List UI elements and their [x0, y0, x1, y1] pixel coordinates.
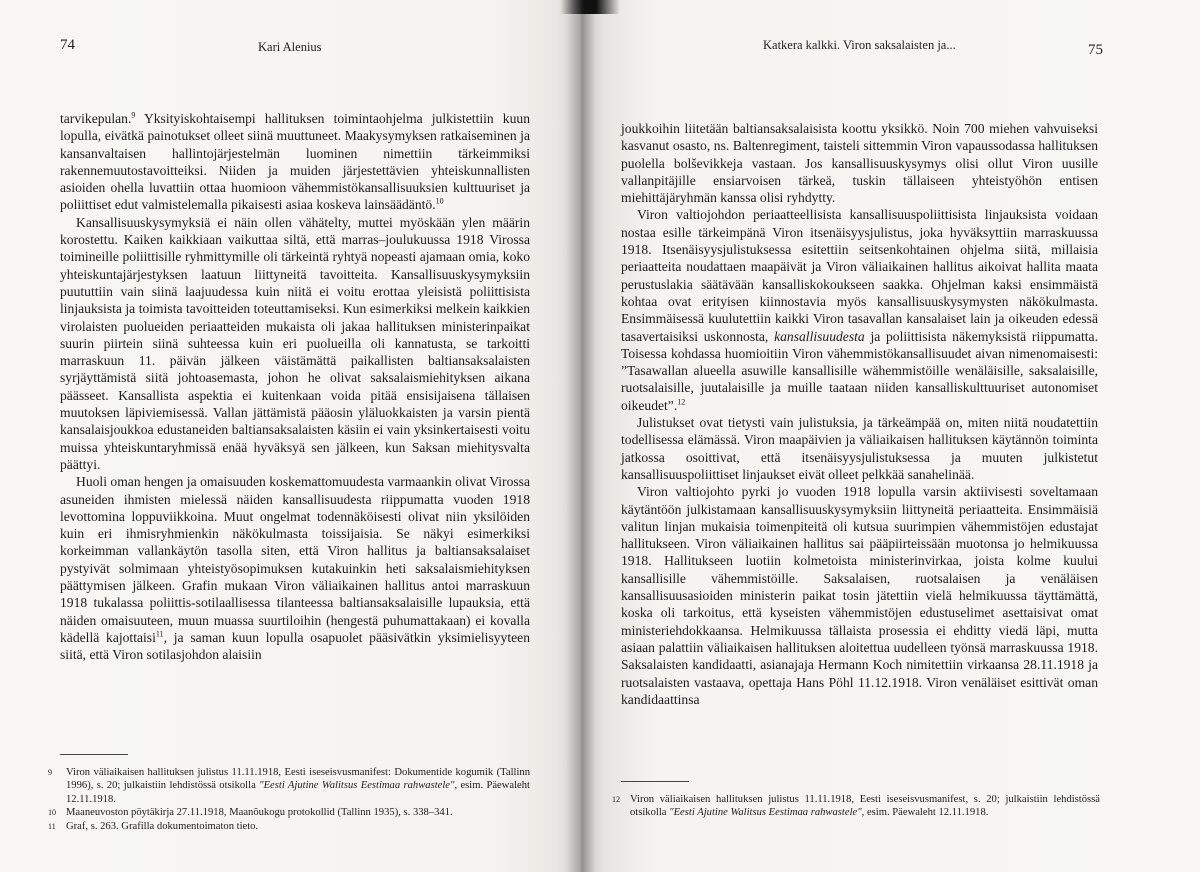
text-run: Julistukset ovat tietysti vain julistuksia, ja tärkeämpää on, miten niitä noudatettiin todellisessa elämässä. Viron maapäivien ja väliaikaisen hallituksen käytännön toiminta jatkossa osoittivat, että itsenäisyysjulistuksessa ja muuten julkistetut kansallisuuspoliittiset linjaukset eivät olleet pelkkää sanahelinää.: [621, 415, 1098, 482]
footnote-marker: 12: [677, 397, 686, 407]
gutter-shadow: [566, 0, 596, 872]
paragraph: [621, 483, 1098, 708]
text-run: Graf, s. 263. Grafilla dokumentoimaton tieto.: [66, 820, 259, 832]
left-body-text: [60, 110, 530, 664]
paragraph: [621, 120, 1098, 206]
text-run: , esim. Päewaleht 12.11.1918.: [66, 780, 530, 805]
text-run: tarvikepulan.: [60, 111, 132, 126]
gutter-top-shadow: [560, 0, 620, 14]
right-page: [580, 0, 1200, 872]
footnote-marker: 11: [155, 629, 164, 639]
italic-text: "Eesti Ajutine Walitsus Eestimaa rahwastele": [259, 780, 455, 792]
right-footnotes: [610, 793, 1100, 820]
left-page-number: 74: [60, 37, 75, 53]
right-body-text: [621, 120, 1098, 708]
footnote: [610, 793, 1100, 820]
text-run: , ja saman kuun lopulla osapuolet pääsivätkin yksimielisyyteen siitä, että Viron sotilasjohdon alaisiin: [60, 629, 530, 663]
footnote: [46, 766, 530, 806]
footnote: [46, 820, 530, 833]
text-run: Maaneuvoston pöytäkirja 27.11.1918, Maanõukogu protokollid (Tallinn 1935), s. 338–341.: [66, 807, 453, 819]
italic-text: "Eesti Ajutine Walitsus Eestimaa rahwastele": [669, 807, 862, 819]
paragraph: [621, 414, 1098, 483]
left-page: [0, 0, 580, 872]
text-run: Kansallisuuskysymyksiä ei näin ollen vähätelty, muttei myöskään ylen määrin korostettu. Kaiken kaikkiaan vaikuttaa siltä, että marras–joulukuussa 1918 Virossa toimineille poliittisille ryhmittymille oli tärkeintä ryhtyä nopeasti ajamaan omia, koko yhteiskuntajärjestyksen laatuun liittyneitä tavoitteita. Kansallisuuskysymyksiin puututtiin vain siinä laajuudessa kuin niitä ei voitu erottaa yleisistä poliittisista linjauksista ja toimista tavoitteiden toteuttamiseksi. Kun esimerkiksi melkein kaikkien virolaisten puolueiden periaatteiden mukaista oli jakaa hallituksen ministerinpaikat suurin piirtein siinä suhteessa kuin eri puolueilla oli kannatusta, se tarkoitti marraskuun 11. päivän jälkeen väistämättä paikallisten baltiansaksalaisten syrjäyttämistä siitä johtoasemasta, johon he olivat saksalaismiehityksen aikana päässeet. Kansallista aspektia ei kuitenkaan voida pitää ensisijaisena tällaisen muutoksen läpiviemisessä. Vallan jättämistä pääosin yläluokkaisten ja varsin pientä kansalaisjoukkoa edustaneiden baltiansaksalaisten käsiin ei vain yksinkertaisesti voitu muissa yhteiskuntaryhmissä enää hyväksyä sen jälkeen, kun Saksan miehitysvalta päättyi.: [60, 214, 530, 472]
footnote: [46, 806, 530, 819]
paragraph: [60, 110, 530, 214]
text-run: Viron valtiojohdon periaatteellisista kansallisuuspoliittisista linjauksista voidaan nostaa esille tärkeimpänä Viron itsenäisyysjulistus, joka hyväksyttiin marraskuussa 1918. Itsenäisyysjulistuksessa esitettiin seitsenkohtainen ohjelma siitä, millaisia periaatteita noudattaen maapäivät ja Viron väliaikainen hallitus aikoivat hallita maata perustuslakia säätävään kansalliskokoukseen saakka. Ohjelman kaksi ensimmäistä kohtaa ovat erityisen kiinnostavia myös kansallisuuskysymysten näkökulmasta. Ensimmäisessä kuulutettiin kaikki Viron tasavallan kansalaiset lain ja oikeuden edessä tasavertaisiksi uskonnosta,: [621, 207, 1098, 344]
right-running-header: Katkera kalkki. Viron saksalaisten ja...: [763, 38, 956, 52]
left-running-header: Kari Alenius: [258, 40, 322, 54]
text-run: Yksityiskohtaisempi hallituksen toimintaohjelma julkistettiin kuun lopulla, eivätkä painotukset olleet siinä muuttuneet. Maakysymyksen ratkaiseminen ja kansanvaltaisen hallintojärjestelmän luominen nimettiin tärkeimmiksi rakennemuutostavoitteiksi. Niiden ja muiden järjestettävien yhteiskunnallisten asioiden ohella luvattiin ottaa huomioon vähemmistökansallisuuksien kulttuuriset ja poliittiset edut valmistelemalla pikaisesti asiaa koskeva lainsäädäntö.: [60, 111, 530, 213]
footnote-number: 10: [48, 808, 56, 818]
right-footnote-rule: [621, 781, 689, 782]
left-footnote-rule: [60, 754, 128, 755]
footnote-marker: 10: [435, 196, 444, 206]
footnote-marker: 9: [131, 110, 136, 120]
text-run: Viron väliaikaisen hallituksen julistus 11.11.1918, Eesti iseseisvusmanifest: Dokumentide kogumik (Tallinn 1996), s. 20; julkaistiin lehdistössä otsikolla: [66, 767, 530, 792]
text-run: , esim. Päewaleht 12.11.1918.: [861, 807, 989, 819]
text-run: Viron valtiojohto pyrki jo vuoden 1918 lopulla varsin aktiivisesti soveltamaan käytäntöön julkistamaan kansallisuuskysymyksiin liittyneitä periaatteita. Ensimmäisiä valitun linjan mukaisia toimenpiteitä oli kutsua suurimpien vähemmistöjen edustajat hallitukseen. Viron väliaikainen hallitus sai pääpiirteissään muotonsa jo helmikuussa 1918. Hallitukseen luotiin kolmetoista ministerinvirkaa, joista kolme kuului kansallisille vähemmistöille. Saksalaisen, ruotsalaisen ja venäläisen kansallisuusasioiden ministerin paikat tosin jätettiin vielä helmikuussa täyttämättä, koska oli tarkoitus, että kyseisten vähemmistöjen edustuselimet asettaisivat omat ministeriehdokkaansa. Helmikuussa tällaista prosessia ei ehditty viedä läpi, mutta asiaan palattiin väliaikaisen hallituksen aloitettua uudelleen työnsä marraskuussa 1918. Saksalaisten kandidaatti, asianajaja Hermann Koch nimitettiin virkaansa 28.11.1918 ja ruotsalaisten vastaava, opettaja Hans Pöhl 11.12.1918. Viron venäläiset esittivät oman kandidaattinsa: [621, 484, 1098, 707]
paragraph: [60, 214, 530, 473]
text-run: Huoli oman hengen ja omaisuuden koskemattomuudesta varmaankin olivat Virossa asuneiden ihmisten mielessä näiden kansallisuudesta riippumatta vuoden 1918 levottomina loppuviikkoina. Muut ongelmat todennäköisesti olivat niin yksilöiden kuin eri ihmisryhmienkin näkökulmasta toissijaisia. Se näkyi esimerkiksi korkeimman vallankäytön tasolla siten, että Viron hallitus ja baltiansaksalaiset pystyivät solmimaan yhteistyösopimuksen kutakuinkin heti saksalaismiehityksen päättymisen jälkeen. Grafin mukaan Viron väliaikainen hallitus antoi marraskuun 1918 tukalassa poliittis-sotilaallisessa tilanteessa baltiansaksalaisille lupauksia, että näiden omaisuuteen, muun muassa suurtiloihin (hengestä puhumattakaan) ei kovalla kädellä kajottaisi: [60, 474, 530, 645]
footnote-number: 11: [48, 821, 56, 831]
right-page-number: 75: [1088, 42, 1103, 58]
italic-text: kansallisuudesta: [774, 328, 865, 344]
footnote-number: 12: [612, 795, 620, 804]
paragraph: [621, 206, 1098, 414]
text-run: ja poliittisista näkemyksistä riippumatta. Toisessa kohdassa huomioitiin Viron vähemmistökansallisuudet aivan nimenomaisesti: ”Tasawallan alueella asuwille kansallisille wähemmistöille wenäläisille, saksalaisille, ruotsalaisille, juutalaisille ja muille taataan niiden kansalliskulttuuriset autonomiset oikeudet”.: [621, 328, 1098, 413]
text-run: joukkoihin liitetään baltiansaksalaisista koottu yksikkö. Noin 700 miehen vahvuiseksi kasvanut osasto, ns. Baltenregiment, taisteli sittemmin Viron vapaussodassa hallituksen puolella bolševikkeja vastaan. Jos kansallisuuskysymys olisi ollut Viron uusille vallanpitäjille ensiarvoisen tärkeä, tuskin tällaiseen yhteistyöhön entisen miehittäjäryhmän kanssa olisi ryhdytty.: [621, 121, 1098, 206]
paragraph: [60, 473, 530, 663]
footnote-number: 9: [48, 768, 52, 777]
text-run: Viron väliaikaisen hallituksen julistus 11.11.1918, Eesti iseseisvusmanifest, s. 20; julkaistiin lehdistössä otsikolla: [630, 794, 1100, 819]
left-footnotes: [46, 766, 530, 833]
